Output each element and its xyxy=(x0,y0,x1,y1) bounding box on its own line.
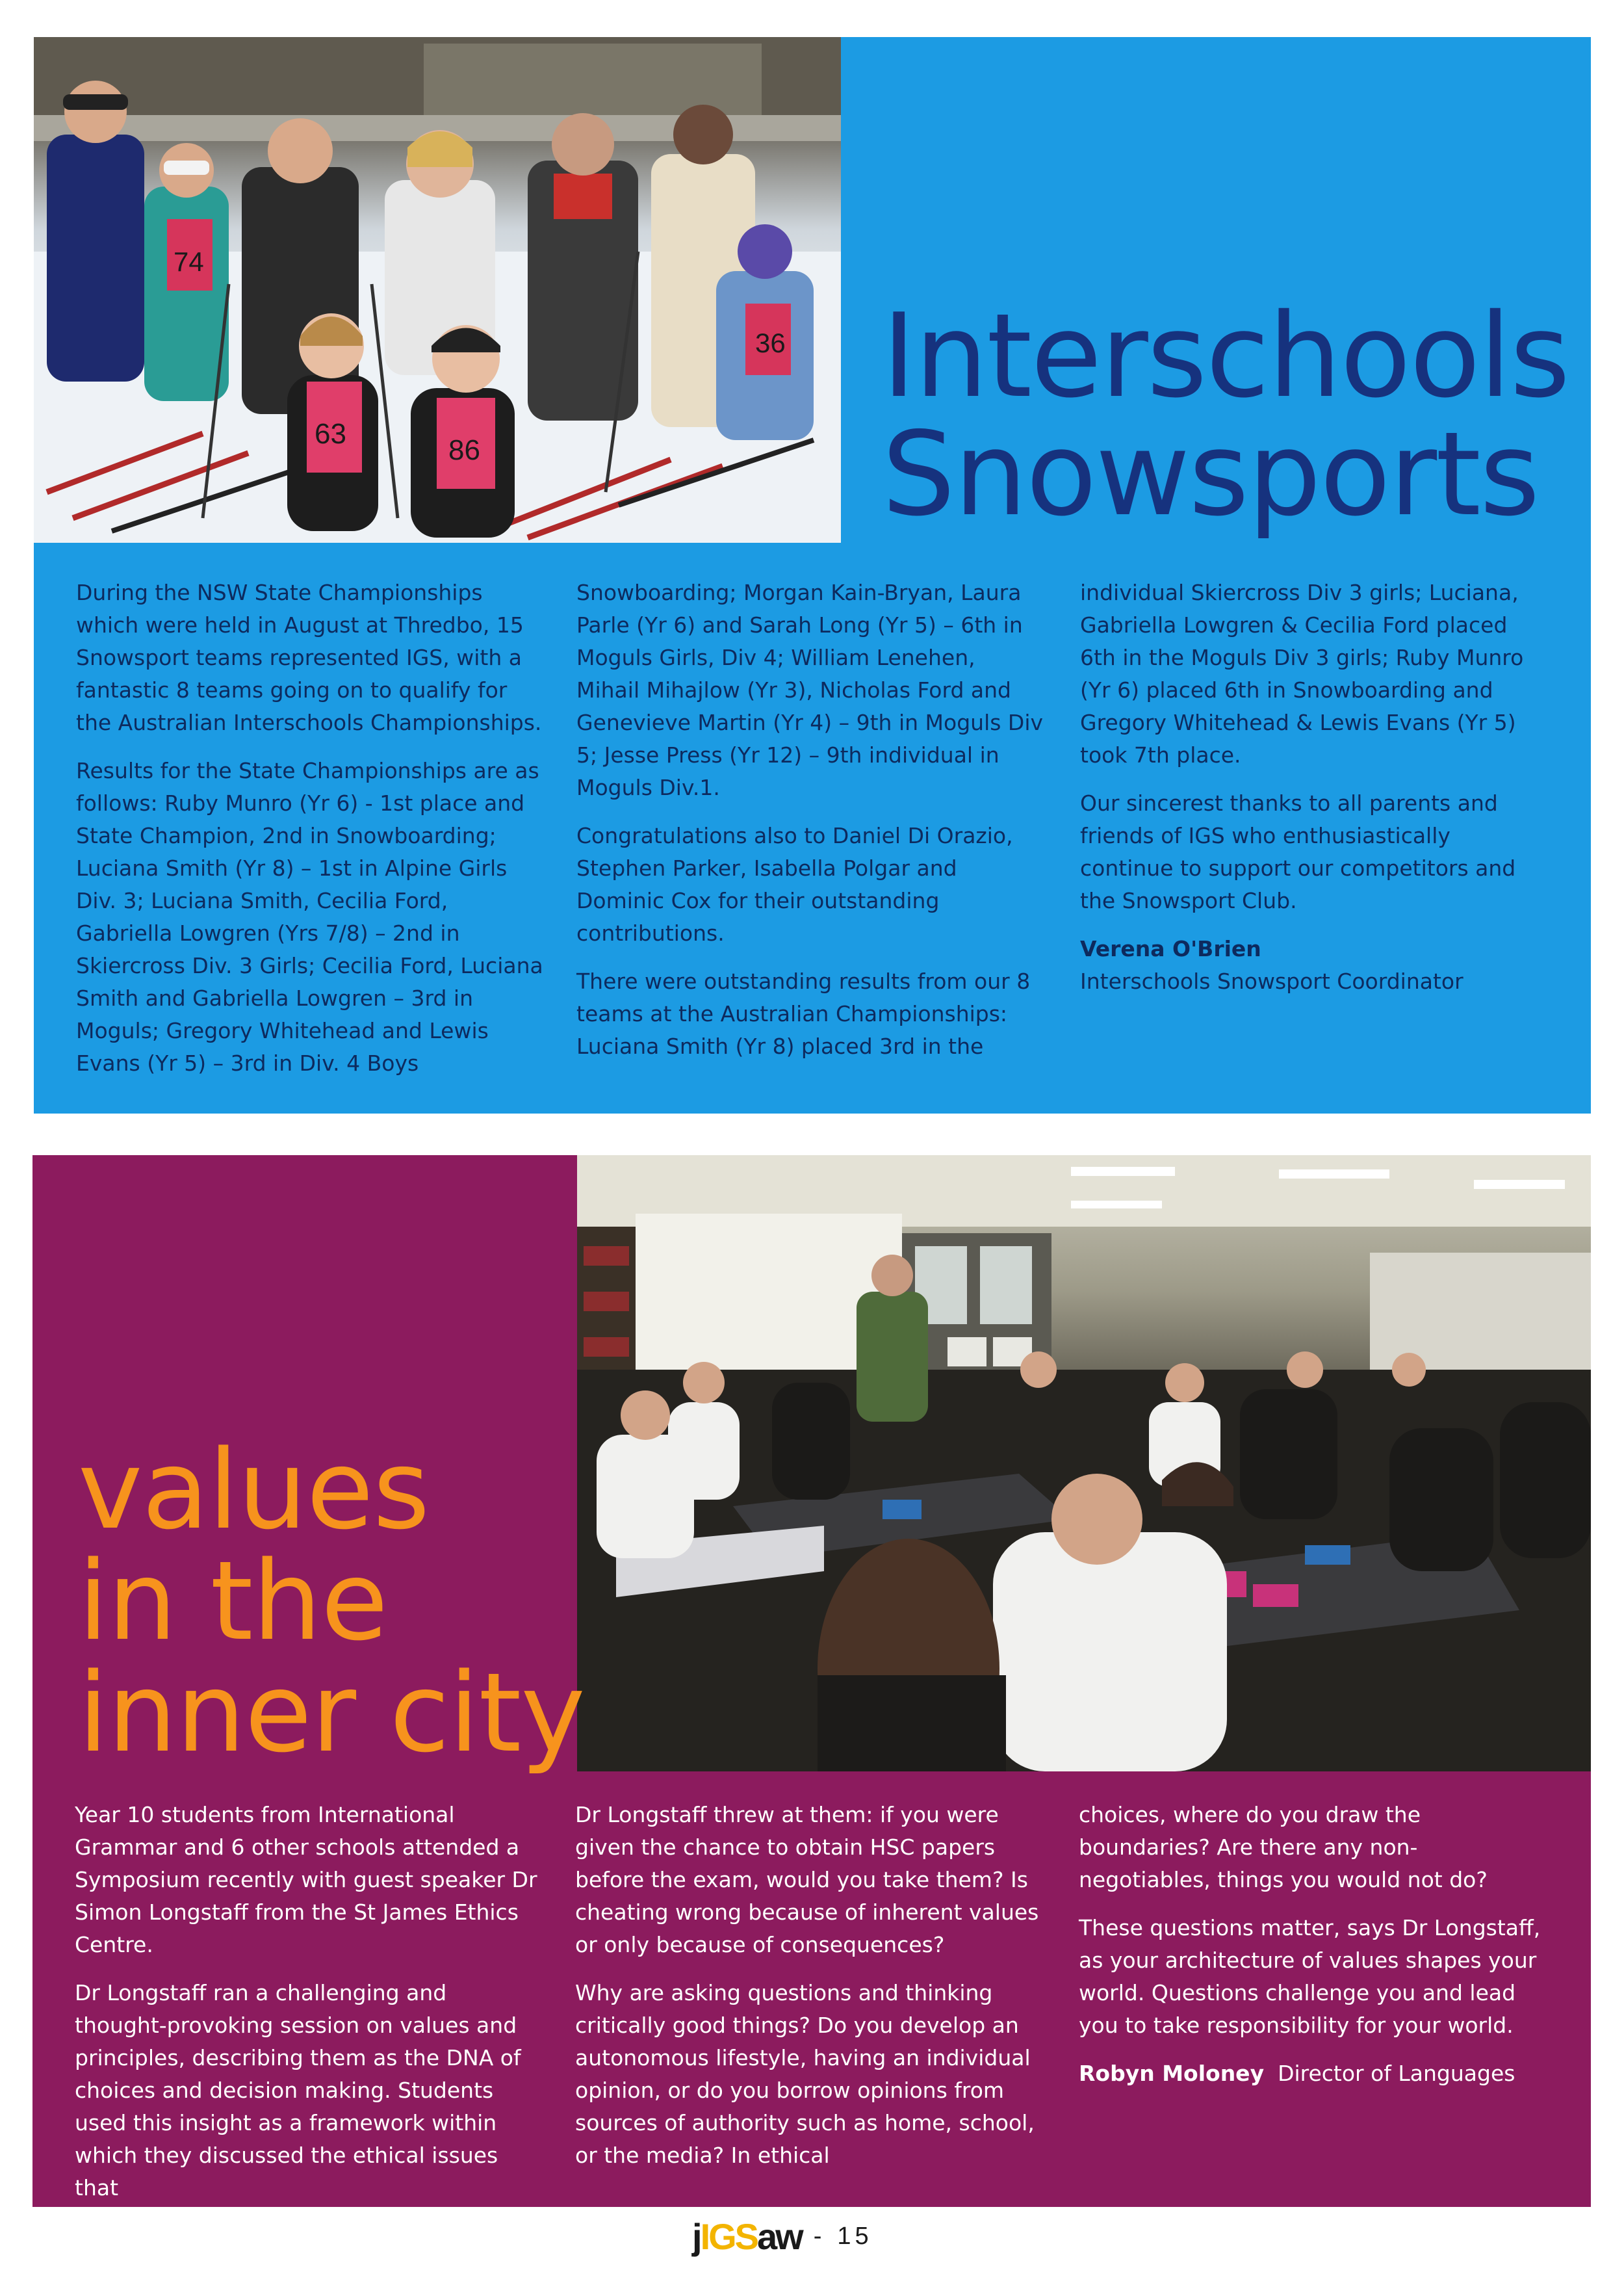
page-footer xyxy=(692,2213,873,2259)
jigsaw-logo xyxy=(692,2215,802,2258)
body-paragraph: There were outstanding results from our 8 teams at the Australian Championships: Luciana Smith (Yr 8) placed 3rd in the xyxy=(576,969,1031,1059)
body-paragraph: Results for the State Championships are as follows: Ruby Munro (Yr 6) - 1st place and State Champion, 2nd in Snowboarding; Luciana Smith (Yr 8) – 1st in Alpine Girls Div. 3; Luciana Smith, Cecilia Ford, Gabriella Lowgren (Yrs 7/8) – 2nd in Skiercross Div. 3 Girls; Cecilia Ford, Luciana Smith and Gabriella Lowgren – 3rd in Moguls; Gregory Whitehead and Lewis Evans (Yr 5) – 3rd in Div. 4 Boys xyxy=(76,758,543,1076)
bib-number: 86 xyxy=(448,434,480,466)
signature xyxy=(1079,2057,1547,2090)
ski-team-illustration xyxy=(34,37,841,543)
body-paragraph: Why are asking questions and thinking critically good things? Do you develop an autonomous lifestyle, having an individual opinion, or do you borrow opinions from sources of authority such as home, school, or the media? In ethical xyxy=(575,1980,1035,2168)
body-paragraph: Congratulations also to Daniel Di Orazio, Stephen Parker, Isabella Polgar and Dominic Cox for their outstanding contributions. xyxy=(576,823,1013,946)
bib-number: 63 xyxy=(315,418,346,450)
classroom-illustration xyxy=(577,1155,1591,1771)
logo-aw: aw xyxy=(757,2215,802,2257)
page-number: 15 xyxy=(837,2222,873,2250)
signature-role: Director of Languages xyxy=(1278,2061,1515,2086)
snowsports-article xyxy=(34,37,1591,1114)
footer-separator: - xyxy=(813,2222,826,2250)
body-paragraph: Year 10 students from International Grammar and 6 other schools attended a Symposium recently with guest speaker Dr Simon Longstaff from the St James Ethics Centre. xyxy=(75,1802,537,1957)
values-title-line1: values xyxy=(78,1426,430,1554)
ski-team-photo xyxy=(34,37,841,543)
body-paragraph: Snowboarding; Morgan Kain-Bryan, Laura Parle (Yr 6) and Sarah Long (Yr 5) – 6th in Moguls Girls, Div 4; William Lenehen, Mihail Mihajlow (Yr 3), Nicholas Ford and Genevieve Martin (Yr 4) – 9th in Moguls Div 5; Jesse Press (Yr 12) – 9th individual in Moguls Div.1. xyxy=(576,580,1044,800)
values-title xyxy=(78,1426,598,1777)
signature xyxy=(1080,933,1548,998)
snowsports-column-1 xyxy=(76,577,544,1095)
values-title-line3: inner city xyxy=(78,1649,585,1777)
snowsports-title-line2: Snowsports xyxy=(882,406,1539,541)
snowsports-title xyxy=(882,289,1571,541)
body-paragraph: These questions matter, says Dr Longstaff, as your architecture of values shapes your world. Questions challenge you and lead you to take responsibility for your world. xyxy=(1079,1915,1541,2038)
signature-name: Robyn Moloney xyxy=(1079,2061,1265,2086)
body-paragraph: individual Skiercross Div 3 girls; Luciana, Gabriella Lowgren & Cecilia Ford placed 6th in the Moguls Div 3 girls; Ruby Munro (Yr 6) placed 6th in Snowboarding and Gregory Whitehead & Lewis Evans (Yr 5) took 7th place. xyxy=(1080,580,1524,768)
values-column-2 xyxy=(575,1799,1043,2187)
logo-igs: IGS xyxy=(700,2215,758,2257)
snowsports-title-line1: Interschools xyxy=(882,289,1569,423)
values-title-line2: in the xyxy=(78,1537,388,1665)
body-paragraph: Dr Longstaff threw at them: if you were given the chance to obtain HSC papers before the exam, would you take them? Is cheating wrong because of inherent values or only because of consequences? xyxy=(575,1802,1039,1957)
signature-role: Interschools Snowsport Coordinator xyxy=(1080,969,1463,994)
classroom-photo xyxy=(577,1155,1591,1771)
body-paragraph: choices, where do you draw the boundaries? Are there any non-negotiables, things you would not do? xyxy=(1079,1802,1488,1892)
values-column-1 xyxy=(75,1799,543,2220)
signature-name: Verena O'Brien xyxy=(1080,936,1261,961)
bib-number: 74 xyxy=(174,246,204,277)
body-paragraph: Our sincerest thanks to all parents and friends of IGS who enthusiastically continue to support our competitors and the Snowsport Club. xyxy=(1080,790,1516,913)
body-paragraph: Dr Longstaff ran a challenging and thought-provoking session on values and principles, describing them as the DNA of choices and decision making. Students used this insight as a framework within which they discussed the ethical issues that xyxy=(75,1980,521,2200)
snowsports-column-3 xyxy=(1080,577,1548,1013)
body-paragraph: During the NSW State Championships which were held in August at Thredbo, 15 Snowsport teams represented IGS, with a fantastic 8 teams going on to qualify for the Australian Interschools Championships. xyxy=(76,580,542,735)
values-column-3 xyxy=(1079,1799,1547,2106)
values-article xyxy=(32,1155,1591,2207)
snowsports-column-2 xyxy=(576,577,1044,1078)
logo-j: j xyxy=(692,2215,701,2257)
bib-number: 36 xyxy=(755,328,786,358)
